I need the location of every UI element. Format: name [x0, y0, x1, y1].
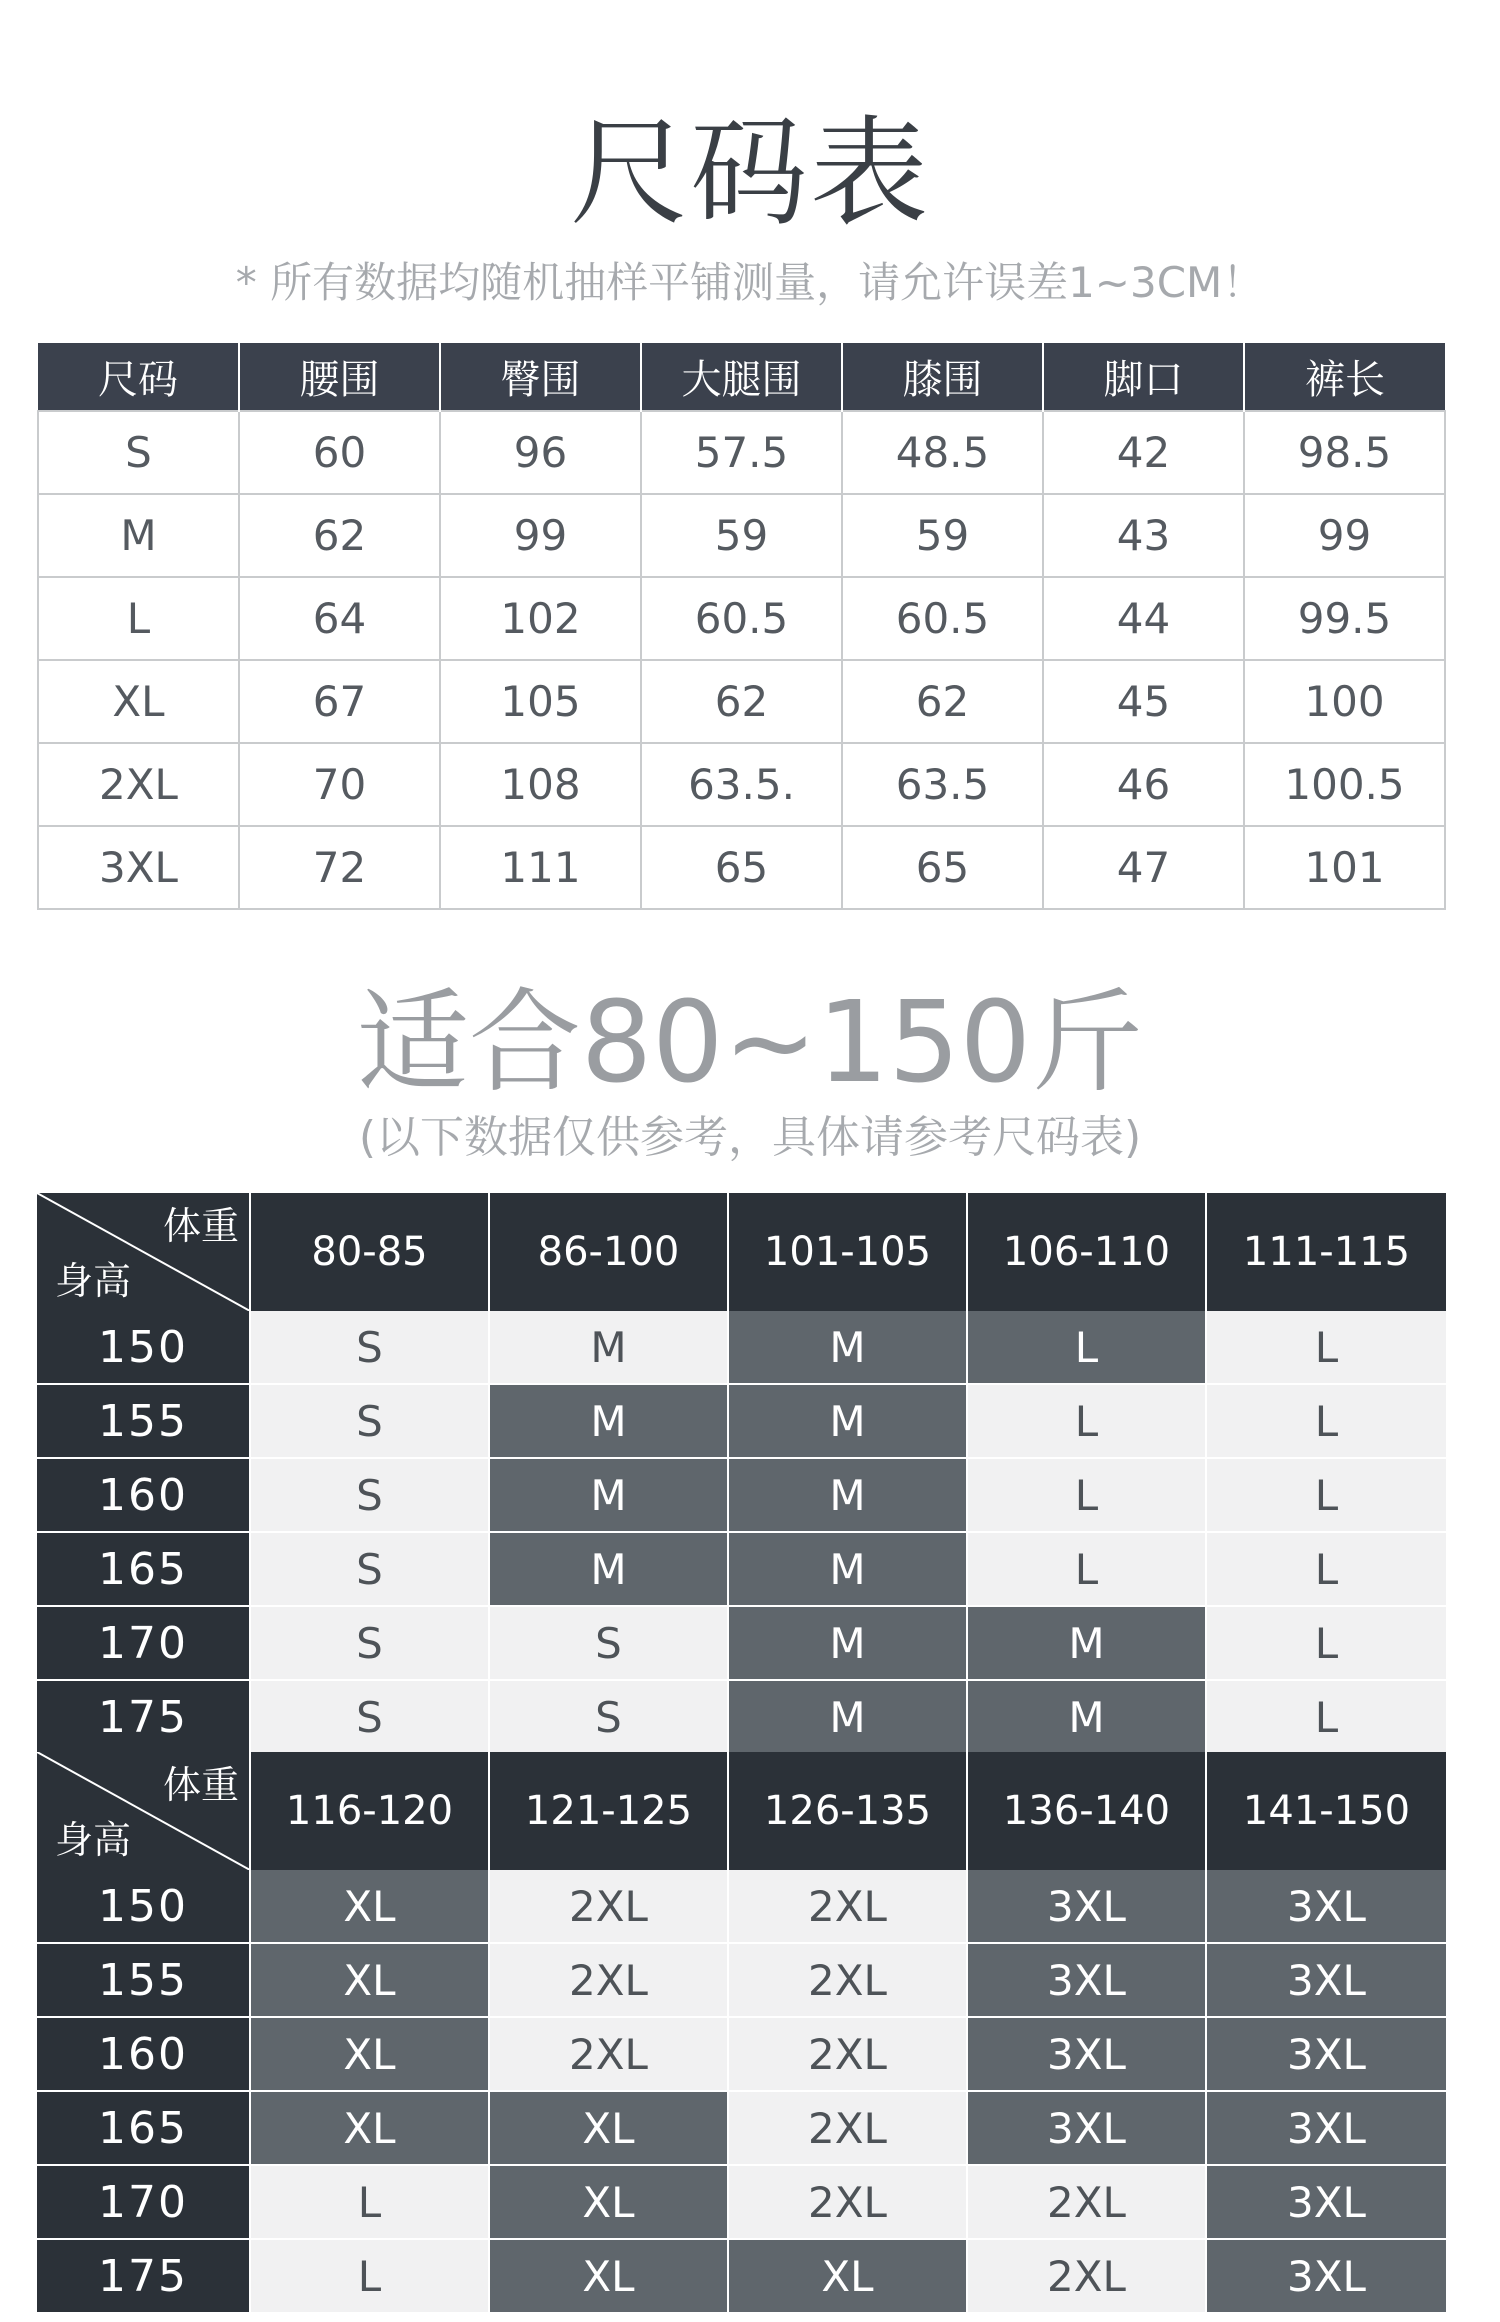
recommended-size-cell: L — [1206, 1606, 1446, 1680]
recommended-size-cell: L — [1206, 1311, 1446, 1384]
recommended-size-cell: S — [250, 1606, 489, 1680]
recommended-size-cell: L — [967, 1532, 1206, 1606]
col-header-length: 裤长 — [1244, 343, 1445, 411]
fit-header-row — [37, 1193, 1446, 1311]
measurement-cell: 62 — [641, 660, 842, 743]
measurement-cell: 65 — [641, 826, 842, 909]
table-row — [37, 2239, 1446, 2313]
recommended-size-cell: XL — [489, 2239, 728, 2313]
height-value: 155 — [37, 1384, 250, 1458]
recommended-size-cell: M — [489, 1532, 728, 1606]
recommended-size-cell: 2XL — [728, 1870, 967, 1943]
recommended-size-cell: 3XL — [1206, 2165, 1446, 2239]
measurement-cell: 59 — [641, 494, 842, 577]
recommended-size-cell: 3XL — [1206, 1870, 1446, 1943]
recommended-size-cell: L — [1206, 1384, 1446, 1458]
recommended-size-cell: M — [728, 1384, 967, 1458]
height-value: 160 — [37, 2017, 250, 2091]
weight-range-header: 126-135 — [728, 1752, 967, 1870]
recommended-size-cell: 2XL — [489, 1943, 728, 2017]
measurement-cell: 70 — [239, 743, 440, 826]
measurement-cell: 62 — [239, 494, 440, 577]
recommended-size-cell: M — [489, 1384, 728, 1458]
recommended-size-cell: S — [250, 1680, 489, 1754]
measurement-cell: 72 — [239, 826, 440, 909]
measurement-cell: 48.5 — [842, 411, 1043, 494]
table-row — [38, 660, 1445, 743]
measurement-cell: 60.5 — [641, 577, 842, 660]
table-row — [37, 1606, 1446, 1680]
table-row — [37, 1680, 1446, 1754]
recommended-size-cell: M — [728, 1311, 967, 1384]
table-row — [37, 1870, 1446, 1943]
recommended-size-cell: XL — [489, 2091, 728, 2165]
table-row — [37, 1532, 1446, 1606]
measurement-cell: 99 — [1244, 494, 1445, 577]
recommended-size-cell: L — [967, 1458, 1206, 1532]
recommended-size-cell: L — [1206, 1532, 1446, 1606]
recommended-size-cell: M — [728, 1680, 967, 1754]
recommended-size-cell: S — [489, 1606, 728, 1680]
weight-range-header: 136-140 — [967, 1752, 1206, 1870]
weight-label: 体重 — [162, 1204, 239, 1248]
recommended-size-cell: XL — [250, 1943, 489, 2017]
table-row — [37, 2017, 1446, 2091]
fit-header-row — [37, 1752, 1446, 1870]
col-header-thigh: 大腿围 — [641, 343, 842, 411]
table-row — [38, 577, 1445, 660]
recommended-size-cell: 3XL — [967, 1943, 1206, 2017]
weight-range-header: 141-150 — [1206, 1752, 1446, 1870]
height-value: 165 — [37, 1532, 250, 1606]
table-row — [37, 1458, 1446, 1532]
weight-range-header: 106-110 — [967, 1193, 1206, 1311]
recommended-size-cell: 2XL — [728, 2165, 967, 2239]
measurement-cell: 67 — [239, 660, 440, 743]
measurement-cell: 63.5. — [641, 743, 842, 826]
col-header-hip: 臀围 — [440, 343, 641, 411]
height-value: 170 — [37, 1606, 250, 1680]
fit-table-1 — [37, 1193, 1446, 1755]
recommended-size-cell: XL — [489, 2165, 728, 2239]
recommended-size-cell: M — [728, 1458, 967, 1532]
weight-range-header: 116-120 — [250, 1752, 489, 1870]
recommended-size-cell: S — [250, 1384, 489, 1458]
table-row — [37, 2165, 1446, 2239]
measurement-cell: 102 — [440, 577, 641, 660]
height-label: 身高 — [55, 1818, 132, 1862]
measurement-cell: 42 — [1043, 411, 1244, 494]
table-row — [37, 1384, 1446, 1458]
height-value: 155 — [37, 1943, 250, 2017]
height-value: 175 — [37, 2239, 250, 2313]
height-value: 160 — [37, 1458, 250, 1532]
measurement-cell: 45 — [1043, 660, 1244, 743]
table-row — [38, 494, 1445, 577]
measurement-cell: 60.5 — [842, 577, 1043, 660]
measurement-note: * 所有数据均随机抽样平铺测量，请允许误差1~3CM！ — [235, 258, 1265, 307]
table-row — [38, 411, 1445, 494]
recommended-size-cell: M — [967, 1680, 1206, 1754]
recommended-size-cell: 3XL — [967, 2017, 1206, 2091]
fit-table-2 — [37, 1752, 1446, 2314]
recommended-size-cell: XL — [250, 2017, 489, 2091]
recommended-size-cell: S — [250, 1311, 489, 1384]
recommended-size-cell: 2XL — [728, 2017, 967, 2091]
table-row — [38, 743, 1445, 826]
recommended-size-cell: 3XL — [1206, 2091, 1446, 2165]
size-label: S — [38, 411, 239, 494]
recommended-size-cell: 3XL — [967, 1870, 1206, 1943]
col-header-knee: 膝围 — [842, 343, 1043, 411]
measurement-cell: 43 — [1043, 494, 1244, 577]
col-header-hem: 脚口 — [1043, 343, 1244, 411]
recommended-size-cell: 2XL — [728, 1943, 967, 2017]
measurement-cell: 108 — [440, 743, 641, 826]
recommended-size-cell: M — [728, 1606, 967, 1680]
table-row — [38, 826, 1445, 909]
recommended-size-cell: L — [1206, 1458, 1446, 1532]
measurement-cell: 65 — [842, 826, 1043, 909]
weight-range-header: 86-100 — [489, 1193, 728, 1311]
recommended-size-cell: L — [967, 1311, 1206, 1384]
size-chart-header-row — [38, 343, 1445, 411]
recommended-size-cell: S — [250, 1458, 489, 1532]
recommended-size-cell: XL — [250, 2091, 489, 2165]
recommended-size-cell: S — [250, 1532, 489, 1606]
recommended-size-cell: 2XL — [967, 2239, 1206, 2313]
recommended-size-cell: 3XL — [1206, 1943, 1446, 2017]
recommended-size-cell: L — [967, 1384, 1206, 1458]
height-value: 170 — [37, 2165, 250, 2239]
measurement-cell: 101 — [1244, 826, 1445, 909]
size-label: 3XL — [38, 826, 239, 909]
measurement-cell: 111 — [440, 826, 641, 909]
measurement-cell: 62 — [842, 660, 1043, 743]
weight-range-header: 121-125 — [489, 1752, 728, 1870]
size-label: XL — [38, 660, 239, 743]
col-header-waist: 腰围 — [239, 343, 440, 411]
table-row — [37, 2091, 1446, 2165]
measurement-cell: 57.5 — [641, 411, 842, 494]
weight-label: 体重 — [162, 1763, 239, 1807]
recommended-size-cell: XL — [728, 2239, 967, 2313]
recommended-size-cell: L — [1206, 1680, 1446, 1754]
recommended-size-cell: M — [489, 1311, 728, 1384]
measurement-cell: 105 — [440, 660, 641, 743]
height-label: 身高 — [55, 1259, 132, 1303]
size-chart-table — [37, 343, 1446, 910]
measurement-cell: 60 — [239, 411, 440, 494]
weight-range-header: 101-105 — [728, 1193, 967, 1311]
table-row — [37, 1311, 1446, 1384]
size-label: M — [38, 494, 239, 577]
measurement-cell: 63.5 — [842, 743, 1043, 826]
fit-title: 适合80~150斤 — [356, 978, 1144, 1108]
recommended-size-cell: 2XL — [728, 2091, 967, 2165]
measurement-cell: 99.5 — [1244, 577, 1445, 660]
height-value: 175 — [37, 1680, 250, 1754]
recommended-size-cell: M — [967, 1606, 1206, 1680]
corner-header — [37, 1752, 250, 1870]
measurement-cell: 59 — [842, 494, 1043, 577]
recommended-size-cell: 2XL — [489, 1870, 728, 1943]
recommended-size-cell: S — [489, 1680, 728, 1754]
measurement-cell: 47 — [1043, 826, 1244, 909]
recommended-size-cell: 3XL — [1206, 2017, 1446, 2091]
height-value: 150 — [37, 1870, 250, 1943]
height-value: 165 — [37, 2091, 250, 2165]
corner-header — [37, 1193, 250, 1311]
recommended-size-cell: L — [250, 2239, 489, 2313]
measurement-cell: 64 — [239, 577, 440, 660]
recommended-size-cell: 2XL — [967, 2165, 1206, 2239]
measurement-cell: 44 — [1043, 577, 1244, 660]
recommended-size-cell: XL — [250, 1870, 489, 1943]
size-label: 2XL — [38, 743, 239, 826]
weight-range-header: 111-115 — [1206, 1193, 1446, 1311]
col-header-size: 尺码 — [38, 343, 239, 411]
fit-note: (以下数据仅供参考，具体请参考尺码表) — [358, 1112, 1142, 1163]
height-value: 150 — [37, 1311, 250, 1384]
size-label: L — [38, 577, 239, 660]
measurement-cell: 99 — [440, 494, 641, 577]
recommended-size-cell: 3XL — [967, 2091, 1206, 2165]
recommended-size-cell: M — [489, 1458, 728, 1532]
recommended-size-cell: 3XL — [1206, 2239, 1446, 2313]
recommended-size-cell: 2XL — [489, 2017, 728, 2091]
recommended-size-cell: M — [728, 1532, 967, 1606]
measurement-cell: 100.5 — [1244, 743, 1445, 826]
measurement-cell: 98.5 — [1244, 411, 1445, 494]
measurement-cell: 96 — [440, 411, 641, 494]
measurement-cell: 46 — [1043, 743, 1244, 826]
weight-range-header: 80-85 — [250, 1193, 489, 1311]
measurement-cell: 100 — [1244, 660, 1445, 743]
page-title: 尺码表 — [569, 104, 930, 242]
table-row — [37, 1943, 1446, 2017]
recommended-size-cell: L — [250, 2165, 489, 2239]
